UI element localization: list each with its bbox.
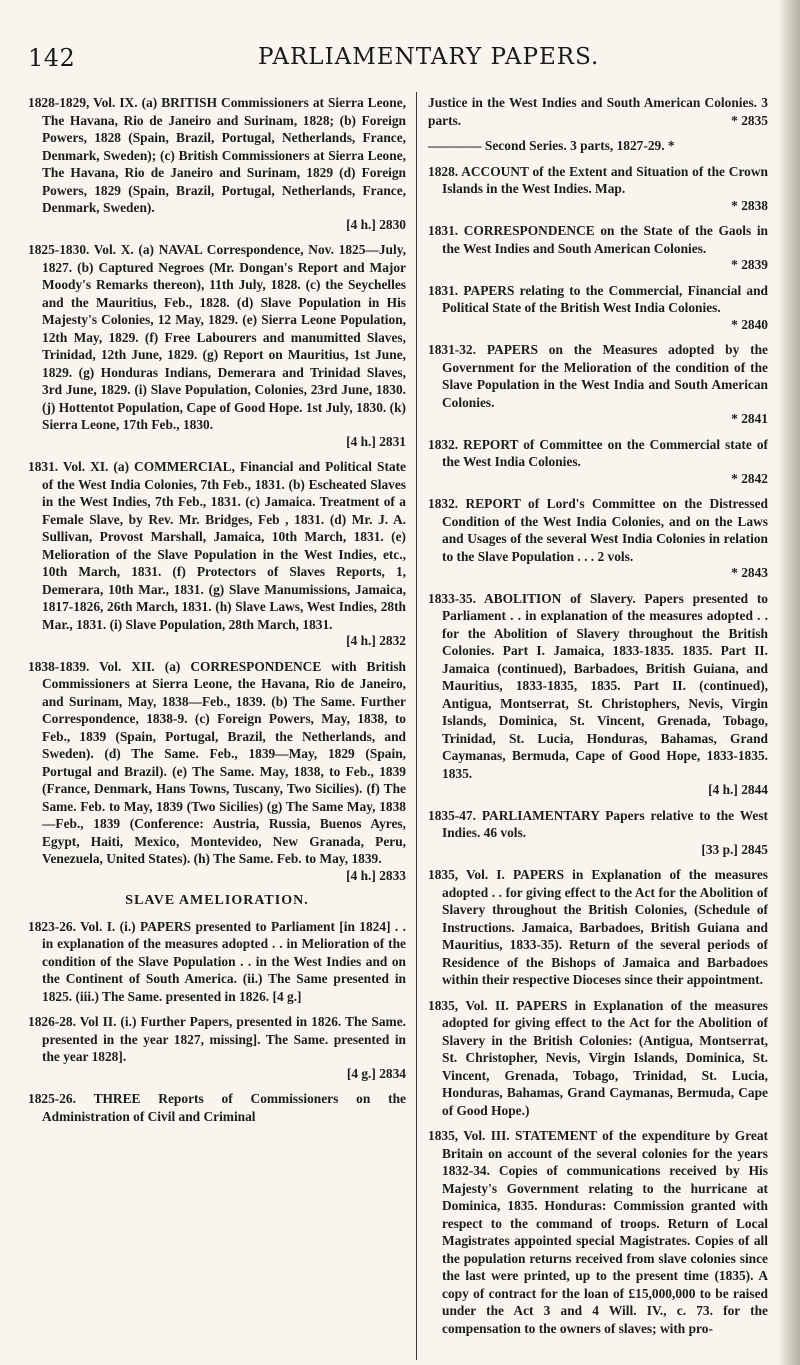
catalogue-entry: [428, 282, 768, 334]
entry-text: 1831-32. PAPERS on the Measures adopted by the Government for the Melioration of the condition of the Slave Population in the West India and South American Colonies.: [428, 342, 768, 410]
entry-text: 1832. REPORT of Committee on the Commercial state of the West India Colonies.: [428, 436, 768, 469]
catalogue-entry: [428, 590, 768, 799]
right-column: [428, 94, 768, 1345]
left-column: [28, 94, 406, 1133]
entry-reference: * 2840: [731, 316, 768, 332]
catalogue-entry: [28, 1090, 406, 1125]
entry-reference: [4 h.] 2833: [346, 867, 406, 883]
entry-reference: [33 p.] 2845: [701, 841, 768, 857]
running-head: PARLIAMENTARY PAPERS.: [258, 44, 600, 70]
entry-text: 1828. ACCOUNT of the Extent and Situation of the Crown Islands in the West Indies. Map.: [428, 163, 768, 196]
entry-text: ———— Second Series. 3 parts, 1827-29.: [428, 138, 665, 153]
catalogue-entry: [28, 658, 406, 885]
entry-reference: [4 g.] 2834: [346, 1065, 406, 1081]
section-heading: SLAVE AMELIORATION.: [125, 893, 309, 908]
entry-reference: * 2843: [731, 565, 768, 580]
entry-reference: * 2841: [731, 411, 768, 426]
catalogue-entry: [428, 137, 768, 155]
page-header: [28, 44, 766, 72]
entry-reference: [4 h.] 2830: [346, 216, 406, 232]
catalogue-entry: [428, 436, 768, 488]
entry-text: 1835, Vol. II. PAPERS in Explanation of the measures adopted for giving effect to the Act for the Abolition of Slavery in the British Colonies: (Antigua, Montserrat, St. Christopher, Nevis, Virgin Islands, Dominica, St. Vincent, Grenada, Tobago, Trinidad, St. Lucia, Honduras, Bahamas, Grand Caymanas, Bermuda, Cape of Good Hope.): [428, 997, 768, 1118]
entry-text: 1833-35. ABOLITION of Slavery. Papers presented to Parliament . . in explanation of the measures adopted . . for the Abolition of Slavery throughout the British Colonies. Part I. Jamaica, 1833-1835. 1835. Part II. Jamaica (continued), Barbadoes, British Guiana, and Mauritius, 1833-1835, 1835. Part II. (continued), Antigua, Montserrat, St. Christophers, Nevis, Virgin Islands, Dominica, St. Vincent, Grenada, Tobago, Trinidad, St. Lucia, Honduras, Bahamas, Grand Caymanas, Bermuda, Cape of Good Hope, 1833-1835. 1835.: [428, 590, 768, 781]
entry-text: 1825-26. THREE Reports of Commissioners on the Administration of Civil and Criminal: [28, 1091, 406, 1124]
entry-text: 1835-47. PARLIAMENTARY Papers relative to the West Indies. 46 vols.: [428, 807, 768, 840]
catalogue-entry: [428, 341, 768, 428]
entry-text: 1823-26. Vol. I. (i.) PAPERS presented to Parliament [in 1824] . . in explanation of the measures adopted . . in Melioration of the condition of the Slave Population . . in the West Indies and on the Continent of South America. (ii.) The Same presented in 1825. (iii.) The Same. presented in 1826. [4 g.]: [28, 918, 406, 1004]
entry-reference: * 2835: [731, 112, 768, 128]
entry-text: 1835, Vol. III. STATEMENT of the expenditure by Great Britain on account of the several colonies for the years 1832-34. Copies of communications received by His Majesty's Government relating to the hurricane at Dominica, 1835. Honduras: Commission granted with respect to the command of troops. Return of Local Magistrates appointed special Magistrates. Copies of all the population returns received from slave colonies since the last were printed, up to the present time (1835). A copy of contract for the loan of £15,000,000 to be raised under the Act 3 and 4 Will. IV., c. 73. for the compensation to the owners of slaves; with pro-: [428, 1128, 768, 1336]
catalogue-entry: [428, 997, 768, 1120]
catalogue-entry: [28, 1013, 406, 1082]
catalogue-entry: [28, 94, 406, 233]
catalogue-entry: [428, 866, 768, 989]
entry-text: 1831. Vol. XI. (a) COMMERCIAL, Financial and Political State of the West India Colonies, 7th Feb., 1831. (b) Escheated Slaves in the West Indies, 7th Feb., 1831. (c) Jamaica. Treatment of a Female Slave, by Rev. Mr. Bridges, Feb , 1831. (d) Mr. J. A. Sullivan, Provost Marshall, Jamaica, 10th March, 1831. (e) Melioration of the Slave Population in the West Indies, etc., 10th March, 1831. (f) Protectors of Slaves Reports, 1, Demerara, 10th Mar., 1831. (g) Slave Manumissions, Jamaica, 1817-1826, 26th March, 1831. (h) Slave Laws, West Indies, 28th Mar., 1831. (i) Slave Population, 28th March, 1831.: [28, 459, 406, 632]
entry-text: 1831. PAPERS relating to the Commercial, Financial and Political State of the British West India Colonies.: [428, 282, 768, 315]
catalogue-entry: [428, 222, 768, 274]
entry-text: 1826-28. Vol II. (i.) Further Papers, presented in 1826. The Same. presented in the year 1827, missing]. The Same. presented in the year 1828].: [28, 1014, 406, 1064]
entry-text: 1835, Vol. I. PAPERS in Explanation of the measures adopted . . for giving effect to the Act for the Abolition of Slavery throughout the British Colonies, (Schedule of Instructions. Jamaica, Barbadoes, British Guiana and Mauritius, 1833-35). Return of the several periods of Residence of the Bishops of Jamaica and Barbadoes within their respective Dioceses since their appointment.: [428, 867, 768, 987]
entry-reference: * 2838: [731, 197, 768, 213]
entry-text: 1831. CORRESPONDENCE on the State of the Gaols in the West Indies and South American Colonies.: [428, 223, 768, 256]
entry-text: 1832. REPORT of Lord's Committee on the Distressed Condition of the West India Colonies, and on the Laws and Usages of the several West India Colonies in relation to the Slave Population . . . 2 vols.: [428, 496, 768, 564]
entry-reference: * 2839: [731, 257, 768, 272]
catalogue-entry: [28, 918, 406, 1006]
entry-reference: * 2842: [731, 470, 768, 486]
entry-text: 1828-1829, Vol. IX. (a) BRITISH Commissioners at Sierra Leone, The Havana, Rio de Janeiro and Surinam, 1828; (b) Foreign Powers, 1828 (Spain, Brazil, Portugal, Netherlands, France, Denmark, Sweden); (c) British Commissioners at Sierra Leone, The Havana, Rio de Janeiro and Surinam, 1829 (d) Foreign Powers, 1829 (Spain, Brazil, Portugal, Netherlands, France, Denmark, Sweden).: [28, 95, 406, 215]
page-edge-shadow: [778, 0, 800, 1365]
catalogue-entry: [428, 163, 768, 215]
entry-text: Justice in the West Indies and South American Colonies. 3 parts.: [428, 95, 768, 128]
catalogue-entry: [428, 1127, 768, 1337]
entry-reference: [4 h.] 2844: [708, 782, 768, 797]
column-divider: [416, 92, 417, 1360]
entry-text: 1825-1830. Vol. X. (a) NAVAL Correspondence, Nov. 1825—July, 1827. (b) Captured Negroes (Mr. Dongan's Report and Major Moody's Remarks thereon), 11th July, 1828. (c) the Seychelles and the Mauritius, Feb., 1828. (d) Slave Population in His Majesty's Colonies, 12 May, 1829. (e) Sierra Leone Population, 12th May, 1829. (f) Free Labourers and manumitted Slaves, Trinidad, 12th June, 1829. (g) Report on Mauritius, 1st June, 1829. (g) Honduras Indians, Demerara and Trinidad Slaves, 3rd June, 1829. (i) Slave Population, Colonies, 23rd June, 1830. (j) Hottentot Population, Cape of Good Hope. 1st July, 1830. (k) Sierra Leone, 17th Feb., 1830.: [28, 242, 406, 432]
catalogue-entry: [28, 458, 406, 650]
catalogue-entry: [428, 495, 768, 582]
entry-reference: *: [667, 138, 675, 153]
catalogue-entry: [28, 241, 406, 450]
page-number: 142: [28, 44, 76, 72]
entry-reference: [4 h.] 2831: [346, 433, 406, 449]
catalogue-entry: [428, 807, 768, 859]
catalogue-entry-continued: [428, 94, 768, 129]
entry-reference: [4 h.] 2832: [346, 633, 406, 648]
entry-text: 1838-1839. Vol. XII. (a) CORRESPONDENCE with British Commissioners at Sierra Leone, the Havana, Rio de Janeiro, and Surinam, May, 1838—Feb., 1839. (b) The Same. Further Correspondence, 1838-9. (c) Foreign Powers, May, 1838, to Feb., 1839 (Spain, Portugal, Brazil, the Netherlands, and Sweden). (d) The Same. Feb., 1839—May, 1829 (Spain, Portugal and Brazil). (e) The Same. May, 1838, to Feb., 1839 (France, Denmark, Hans Towns, Tuscany, Two Sicilies). (f) The Same. Feb. to May, 1839 (Two Sicilies) (g) The Same May, 1838—Feb., 1839 (Conference: Austria, Russia, Buenos Ayres, Egypt, Haiti, Mexico, Montevideo, New Granada, Peru, Venezuela, United States). (h) The Same. Feb. to May, 1839.: [28, 658, 406, 866]
